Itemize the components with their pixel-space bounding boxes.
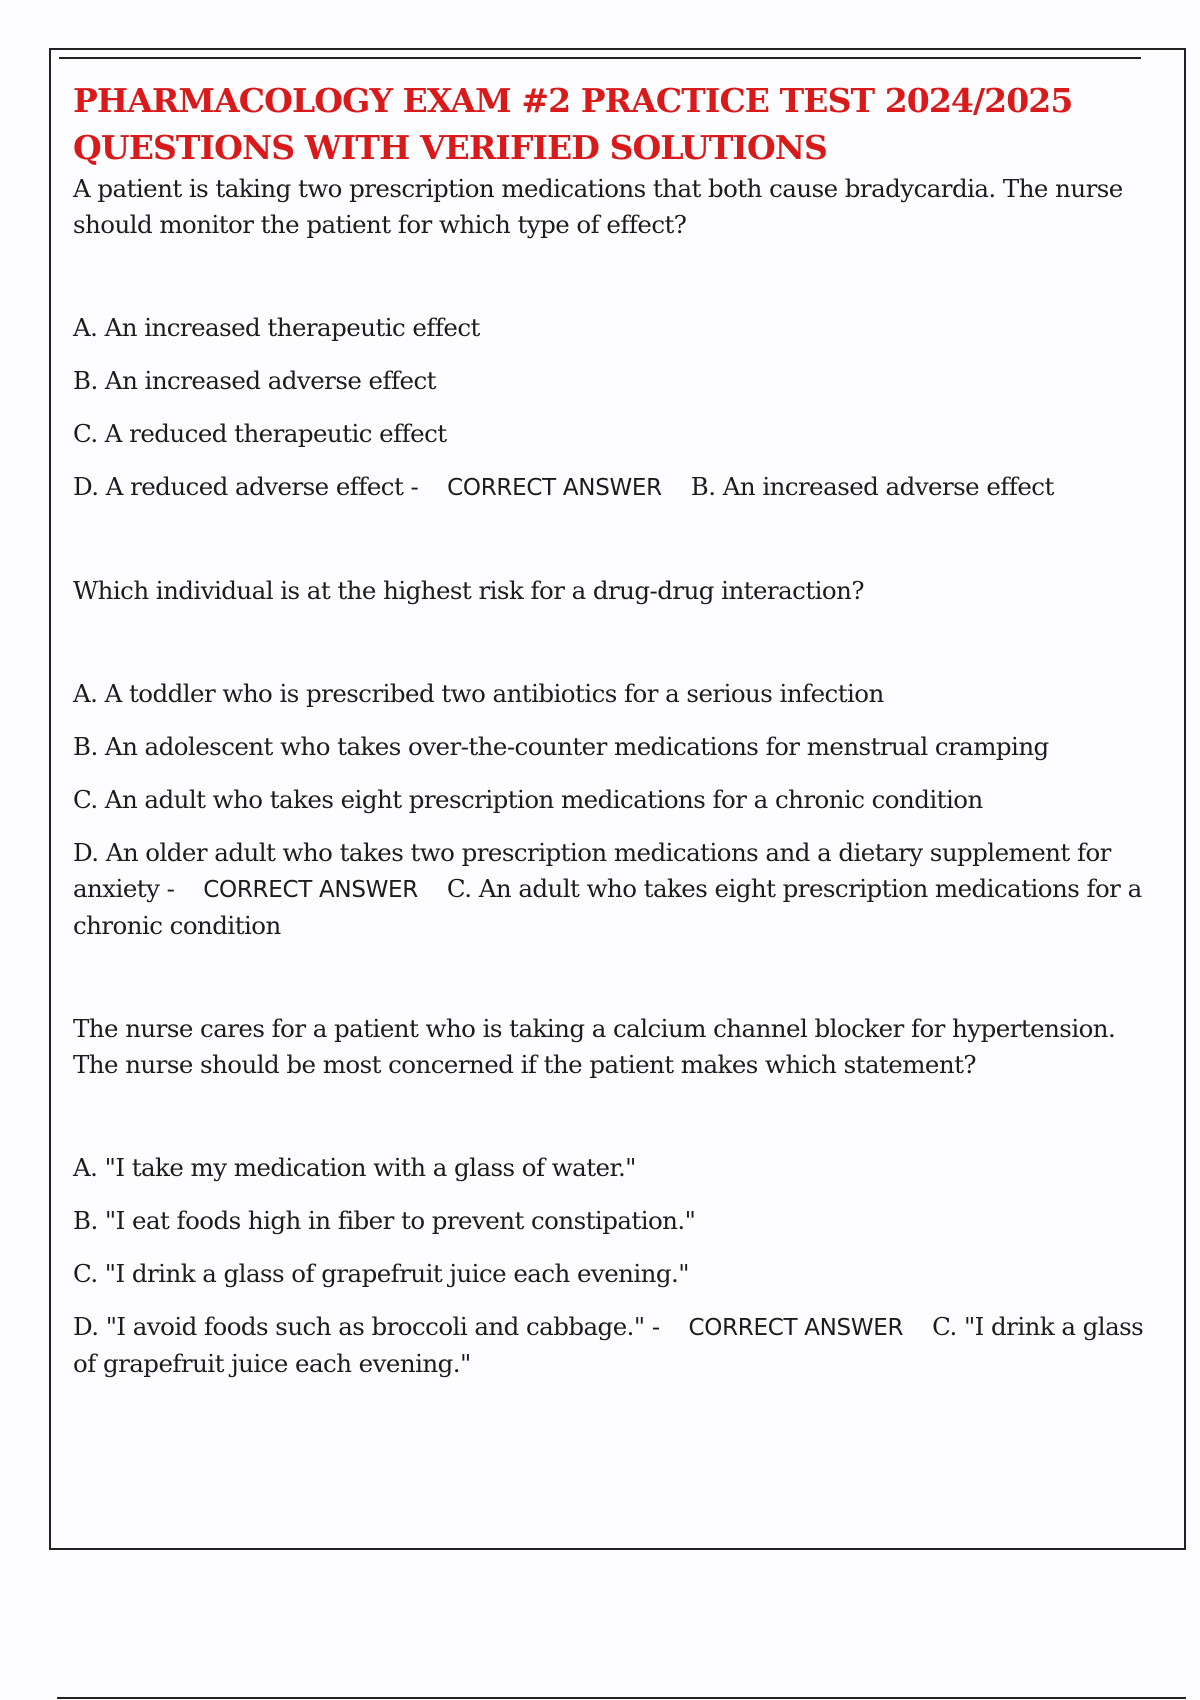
question-stem: The nurse cares for a patient who is taking a calcium channel blocker for hypertension. The nurse should be most concerned if the patient makes which statement?: [73, 1014, 1116, 1079]
option-a: A. A toddler who is prescribed two antibiotics for a serious infection: [73, 679, 884, 708]
correct-answer-label: CORRECT ANSWER: [688, 1315, 904, 1341]
option-b: B. An increased adverse effect: [73, 366, 436, 395]
question-stem: A patient is taking two prescription medications that both cause bradycardia. The nurse should monitor the patient for which type of effect?: [73, 174, 1123, 239]
option-c: C. A reduced therapeutic effect: [73, 419, 447, 448]
document-title: [73, 77, 1164, 171]
option-d-with-answer: [73, 1309, 1164, 1382]
title-line-2: QUESTIONS WITH VERIFIED SOLUTIONS: [73, 128, 827, 167]
document-content: [73, 77, 1164, 1382]
question-1: [73, 171, 1164, 506]
option-d: D. An older adult who takes two prescription medications and a dietary supplement for anxiety -: [73, 838, 1111, 903]
bottom-rule: [57, 1697, 1186, 1699]
option-c: C. "I drink a glass of grapefruit juice each evening.": [73, 1259, 689, 1288]
correct-answer-label: CORRECT ANSWER: [203, 877, 418, 903]
option-d-with-answer: [73, 835, 1164, 944]
option-a: A. "I take my medication with a glass of water.": [73, 1153, 636, 1182]
option-d: D. A reduced adverse effect -: [73, 472, 419, 501]
correct-answer-text: C. An adult who takes eight prescription medications for a chronic condition: [73, 874, 1142, 940]
question-2: [73, 573, 1164, 944]
page-frame: [49, 48, 1186, 1550]
option-b: B. "I eat foods high in fiber to prevent constipation.": [73, 1206, 696, 1235]
correct-answer-text: B. An increased adverse effect: [690, 472, 1054, 501]
title-line-1: PHARMACOLOGY EXAM #2 PRACTICE TEST 2024/2025: [73, 81, 1073, 120]
option-a: A. An increased therapeutic effect: [73, 313, 480, 342]
option-b: B. An adolescent who takes over-the-counter medications for menstrual cramping: [73, 732, 1049, 761]
question-stem: Which individual is at the highest risk for a drug-drug interaction?: [73, 576, 864, 605]
option-d: D. "I avoid foods such as broccoli and cabbage." -: [73, 1312, 660, 1341]
option-d-with-answer: [73, 469, 1164, 506]
top-rule: [59, 57, 1141, 59]
correct-answer-label: CORRECT ANSWER: [447, 475, 662, 501]
question-3: [73, 1011, 1164, 1382]
option-c: C. An adult who takes eight prescription medications for a chronic condition: [73, 785, 983, 814]
correct-answer-text: C. "I drink a glass of grapefruit juice each evening.": [73, 1312, 1144, 1378]
